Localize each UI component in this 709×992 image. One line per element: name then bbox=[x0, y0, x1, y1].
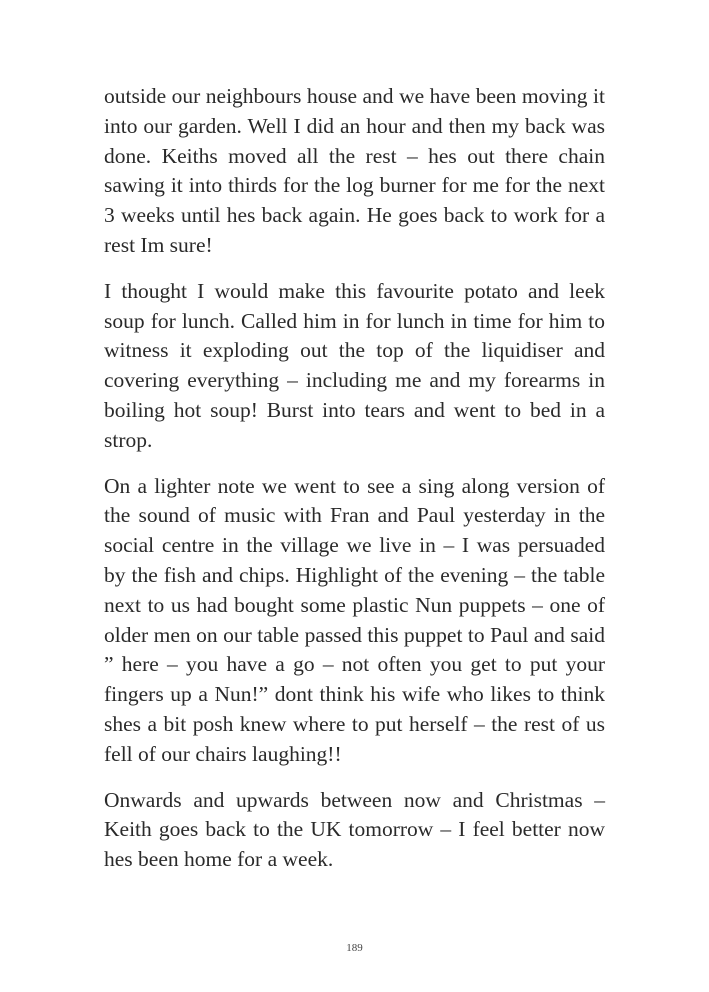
paragraph-3: On a lighter note we went to see a sing along version of the sound of music with Fran and Paul yesterday in the social centre in the village we live in – I was persuaded by the fish and chips. Highlight of the evening – the table next to us had bought some plastic Nun puppets – one of older men on our table passed this puppet to Paul and said ” here – you have a go – not often you get to put your fingers up a Nun!” dont think his wife who likes to think shes a bit posh knew where to put herself – the rest of us fell of our chairs laughing!! bbox=[104, 473, 605, 766]
paragraph-1: outside our neighbours house and we have been moving it into our garden. Well I did an hour and then my back was done. Keiths moved all the rest – hes out there chain sawing it into thirds for the log burner for me for the next 3 weeks until hes back again. He goes back to work for a rest Im sure! bbox=[104, 84, 605, 257]
page-number: 189 bbox=[346, 942, 363, 954]
paragraph-4: Onwards and upwards between now and Christmas – Keith goes back to the UK tomorrow – I feel better now hes been home for a week. bbox=[104, 787, 605, 872]
paragraph-2: I thought I would make this favourite potato and leek soup for lunch. Called him in for lunch in time for him to witness it exploding out the top of the liquidiser and covering everything – including me and my forearms in boiling hot soup! Burst into tears and went to bed in a strop. bbox=[104, 278, 605, 452]
body-text bbox=[104, 82, 605, 875]
